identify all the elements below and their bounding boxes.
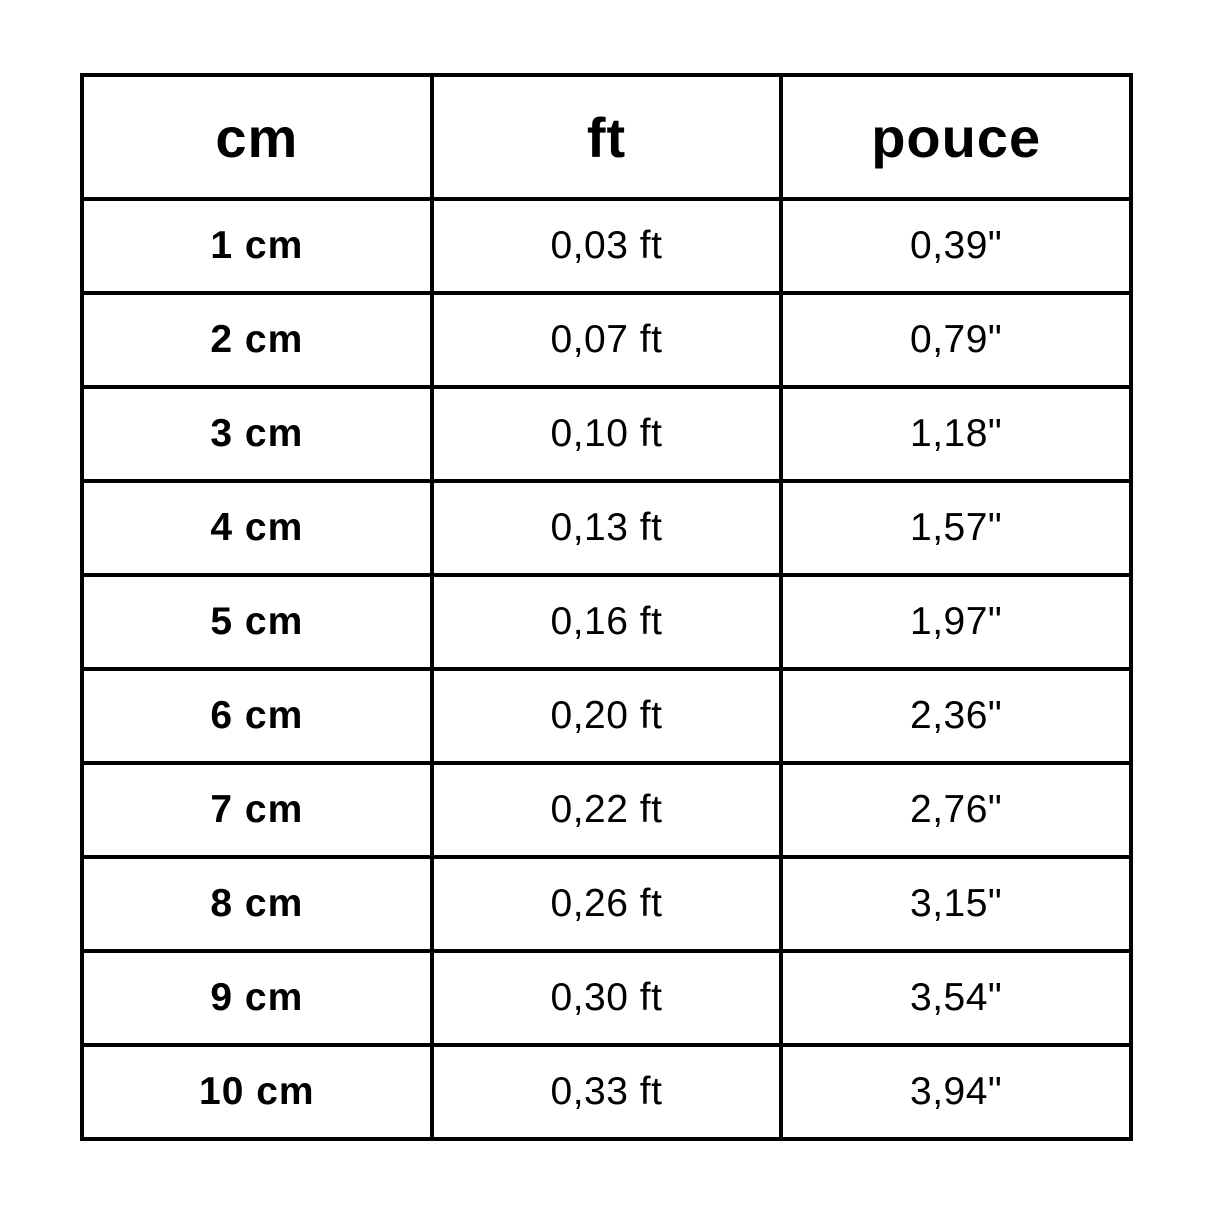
- table-row: [82, 575, 1131, 669]
- cell-pouce: 0,79": [781, 293, 1131, 387]
- table-row: [82, 387, 1131, 481]
- cell-ft: 0,13 ft: [432, 481, 782, 575]
- cell-cm: 5 cm: [82, 575, 432, 669]
- column-header-pouce: pouce: [781, 75, 1131, 199]
- table-row: [82, 1045, 1131, 1139]
- cell-cm: 10 cm: [82, 1045, 432, 1139]
- cell-pouce: 3,15": [781, 857, 1131, 951]
- cell-cm: 7 cm: [82, 763, 432, 857]
- cell-ft: 0,20 ft: [432, 669, 782, 763]
- cell-ft: 0,07 ft: [432, 293, 782, 387]
- cell-ft: 0,22 ft: [432, 763, 782, 857]
- cell-ft: 0,10 ft: [432, 387, 782, 481]
- header-row: [82, 75, 1131, 199]
- cell-pouce: 2,76": [781, 763, 1131, 857]
- cell-cm: 6 cm: [82, 669, 432, 763]
- cell-ft: 0,30 ft: [432, 951, 782, 1045]
- cell-ft: 0,33 ft: [432, 1045, 782, 1139]
- table-row: [82, 481, 1131, 575]
- cell-cm: 1 cm: [82, 199, 432, 293]
- cell-pouce: 1,57": [781, 481, 1131, 575]
- cell-pouce: 3,94": [781, 1045, 1131, 1139]
- cell-cm: 2 cm: [82, 293, 432, 387]
- table-header: [82, 75, 1131, 199]
- conversion-table: [80, 73, 1133, 1141]
- table-row: [82, 857, 1131, 951]
- cell-pouce: 1,18": [781, 387, 1131, 481]
- cell-ft: 0,26 ft: [432, 857, 782, 951]
- cell-ft: 0,03 ft: [432, 199, 782, 293]
- cell-pouce: 1,97": [781, 575, 1131, 669]
- cell-pouce: 2,36": [781, 669, 1131, 763]
- cell-pouce: 3,54": [781, 951, 1131, 1045]
- column-header-ft: ft: [432, 75, 782, 199]
- cell-pouce: 0,39": [781, 199, 1131, 293]
- cell-cm: 3 cm: [82, 387, 432, 481]
- table-body: [82, 199, 1131, 1139]
- column-header-cm: cm: [82, 75, 432, 199]
- table-row: [82, 951, 1131, 1045]
- table-row: [82, 669, 1131, 763]
- table-row: [82, 293, 1131, 387]
- cell-cm: 8 cm: [82, 857, 432, 951]
- table-row: [82, 199, 1131, 293]
- table-row: [82, 763, 1131, 857]
- cell-ft: 0,16 ft: [432, 575, 782, 669]
- cell-cm: 4 cm: [82, 481, 432, 575]
- cell-cm: 9 cm: [82, 951, 432, 1045]
